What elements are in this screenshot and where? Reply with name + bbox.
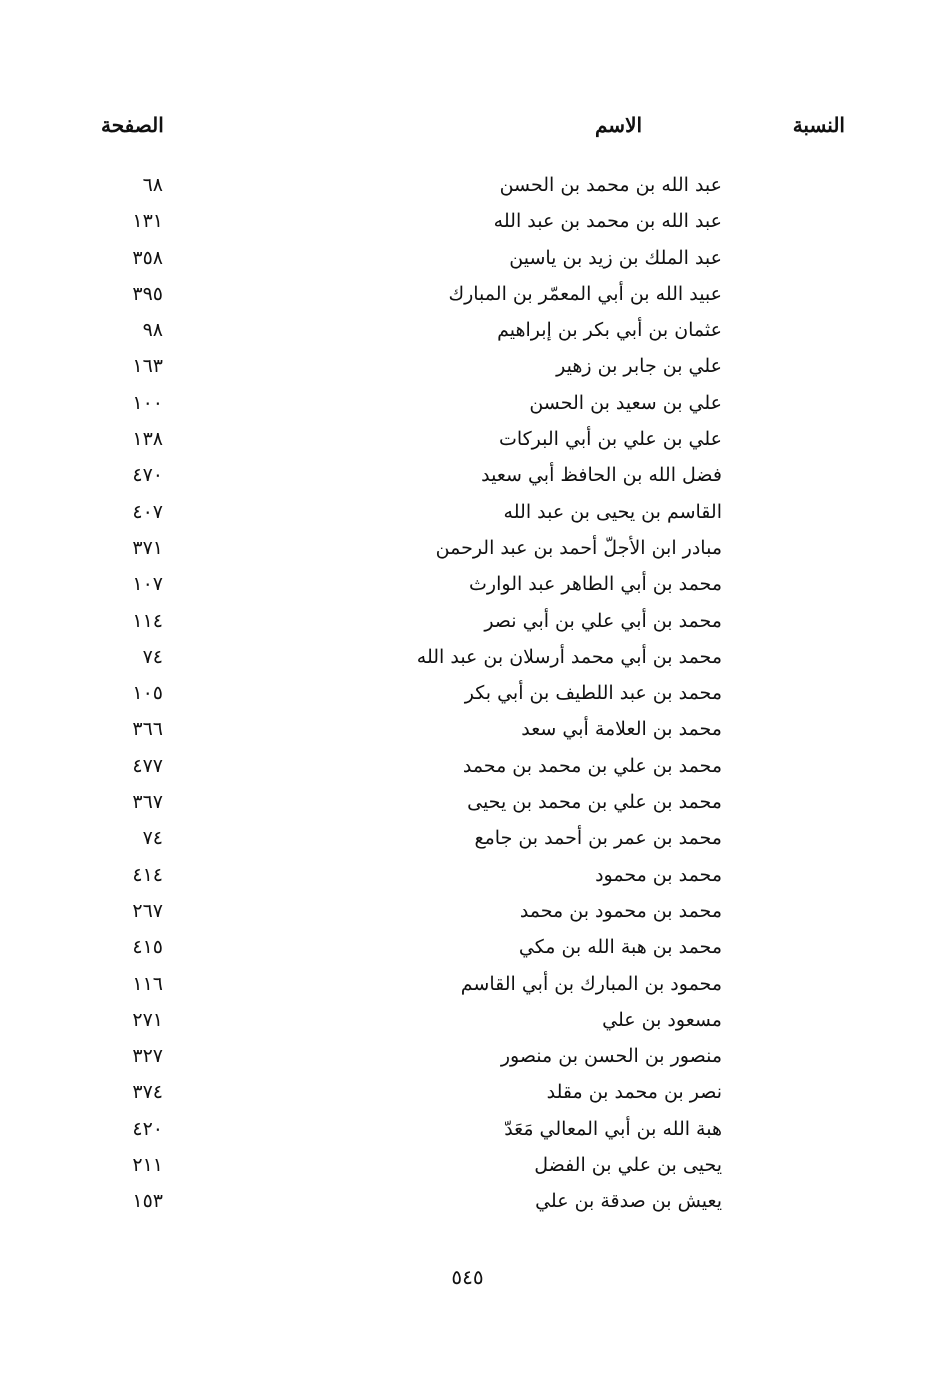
entry-page: ١٣٨ (132, 428, 163, 451)
index-row (0, 279, 935, 315)
entry-page: ٤٠٧ (132, 500, 163, 523)
index-row (0, 932, 935, 968)
index-row (0, 315, 935, 351)
index-row (0, 860, 935, 896)
entry-name: محمد بن محمود بن محمد (519, 899, 722, 922)
entry-name: محمود بن المبارك بن أبي القاسم (460, 972, 722, 995)
index-row (0, 1077, 935, 1113)
index-row (0, 1150, 935, 1186)
index-row (0, 351, 935, 387)
index-row (0, 206, 935, 242)
index-row (0, 424, 935, 460)
index-row (0, 533, 935, 569)
entry-name: عبد الله بن محمد بن الحسن (499, 174, 722, 196)
entry-name: مبادر ابن الأجلّ أحمد بن عبد الرحمن (435, 536, 722, 559)
entry-page: ٢٦٧ (132, 899, 163, 922)
entry-name: محمد بن محمود (595, 863, 722, 886)
entry-page: ٣٧١ (132, 536, 163, 559)
index-row (0, 1186, 935, 1222)
entry-page: ٩٨ (142, 319, 163, 342)
entry-page: ٧٤ (142, 827, 163, 850)
index-row (0, 569, 935, 605)
entry-name: محمد بن أبي علي بن أبي نصر (484, 609, 722, 632)
entry-page: ١٥٣ (132, 1190, 163, 1213)
entry-page: ٣٥٨ (132, 246, 163, 269)
entry-name: محمد بن أبي الطاهر عبد الوارث (469, 573, 722, 596)
page-number: ٥٤٥ (451, 1265, 484, 1289)
entry-page: ٤٢٠ (132, 1117, 163, 1140)
entry-page: ٣٧٤ (132, 1081, 163, 1104)
entry-page: ١١٤ (132, 609, 163, 632)
index-row (0, 243, 935, 279)
entry-name: منصور بن الحسن بن منصور (500, 1045, 722, 1068)
entry-name: عبد الله بن محمد بن عبد الله (493, 210, 722, 233)
entry-page: ١٣١ (132, 210, 163, 233)
header-nisba: النسبة (792, 113, 845, 137)
entry-name: عبيد الله بن أبي المعمّر بن المبارك (448, 282, 722, 305)
entry-name: علي بن علي بن أبي البركات (498, 428, 722, 451)
entry-page: ١١٦ (132, 972, 163, 995)
entry-page: ٢٧١ (132, 1008, 163, 1031)
index-row (0, 751, 935, 787)
index-row (0, 497, 935, 533)
entry-page: ١٠٠ (132, 391, 163, 414)
entry-page: ٢١١ (132, 1154, 163, 1177)
entry-name: محمد بن أبي محمد أرسلان بن عبد الله (416, 645, 722, 668)
entry-page: ٤١٤ (132, 863, 163, 886)
entry-name: فضل الله بن الحافظ أبي سعيد (481, 464, 722, 487)
index-row (0, 787, 935, 823)
entry-page: ٧٤ (142, 645, 163, 668)
entry-page: ٣٦٦ (132, 718, 163, 741)
entry-page: ٤٧٧ (132, 754, 163, 777)
index-row (0, 1005, 935, 1041)
entry-name: يعيش بن صدقة بن علي (535, 1190, 722, 1213)
entry-name: محمد بن العلامة أبي سعد (521, 718, 722, 741)
entry-name: يحيى بن علي بن الفضل (534, 1154, 722, 1177)
entry-page: ٣٢٧ (132, 1045, 163, 1068)
entry-page: ١٦٣ (132, 355, 163, 378)
index-row (0, 969, 935, 1005)
index-row (0, 606, 935, 642)
index-row (0, 642, 935, 678)
entry-page: ١٠٥ (132, 682, 163, 705)
entry-name: هبة الله بن أبي المعالي مَعَدّ (504, 1117, 722, 1140)
entry-name: مسعود بن علي (602, 1008, 722, 1031)
entry-name: محمد بن علي بن محمد بن محمد (462, 754, 722, 777)
entry-page: ٤٧٠ (132, 464, 163, 487)
index-row (0, 714, 935, 750)
index-row (0, 823, 935, 859)
entry-page: ٤١٥ (132, 936, 163, 959)
entry-name: القاسم بن يحيى بن عبد الله (503, 500, 722, 523)
entry-name: علي بن جابر بن زهير (556, 355, 722, 378)
index-row (0, 170, 935, 206)
header-name: الاسم (595, 113, 643, 137)
index-row (0, 1041, 935, 1077)
entry-name: محمد بن عبد اللطيف بن أبي بكر (464, 682, 722, 705)
entry-page: ٣٦٧ (132, 791, 163, 814)
index-row (0, 1114, 935, 1150)
index-row (0, 678, 935, 714)
entry-page: ١٠٧ (132, 573, 163, 596)
entry-name: علي بن سعيد بن الحسن (529, 391, 722, 414)
entry-page: ٦٨ (142, 174, 163, 196)
entry-name: نصر بن محمد بن مقلد (546, 1081, 722, 1104)
index-list (0, 170, 935, 1223)
entry-name: محمد بن هبة الله بن مكي (518, 936, 722, 959)
entry-name: عبد الملك بن زيد بن ياسين (509, 246, 722, 269)
entry-name: محمد بن عمر بن أحمد بن جامع (474, 827, 722, 850)
entry-name: عثمان بن أبي بكر بن إبراهيم (497, 319, 722, 342)
header-page: الصفحة (101, 113, 164, 137)
index-row (0, 896, 935, 932)
entry-page: ٣٩٥ (132, 282, 163, 305)
index-row (0, 388, 935, 424)
index-row (0, 460, 935, 496)
entry-name: محمد بن علي بن محمد بن يحيى (467, 791, 722, 814)
